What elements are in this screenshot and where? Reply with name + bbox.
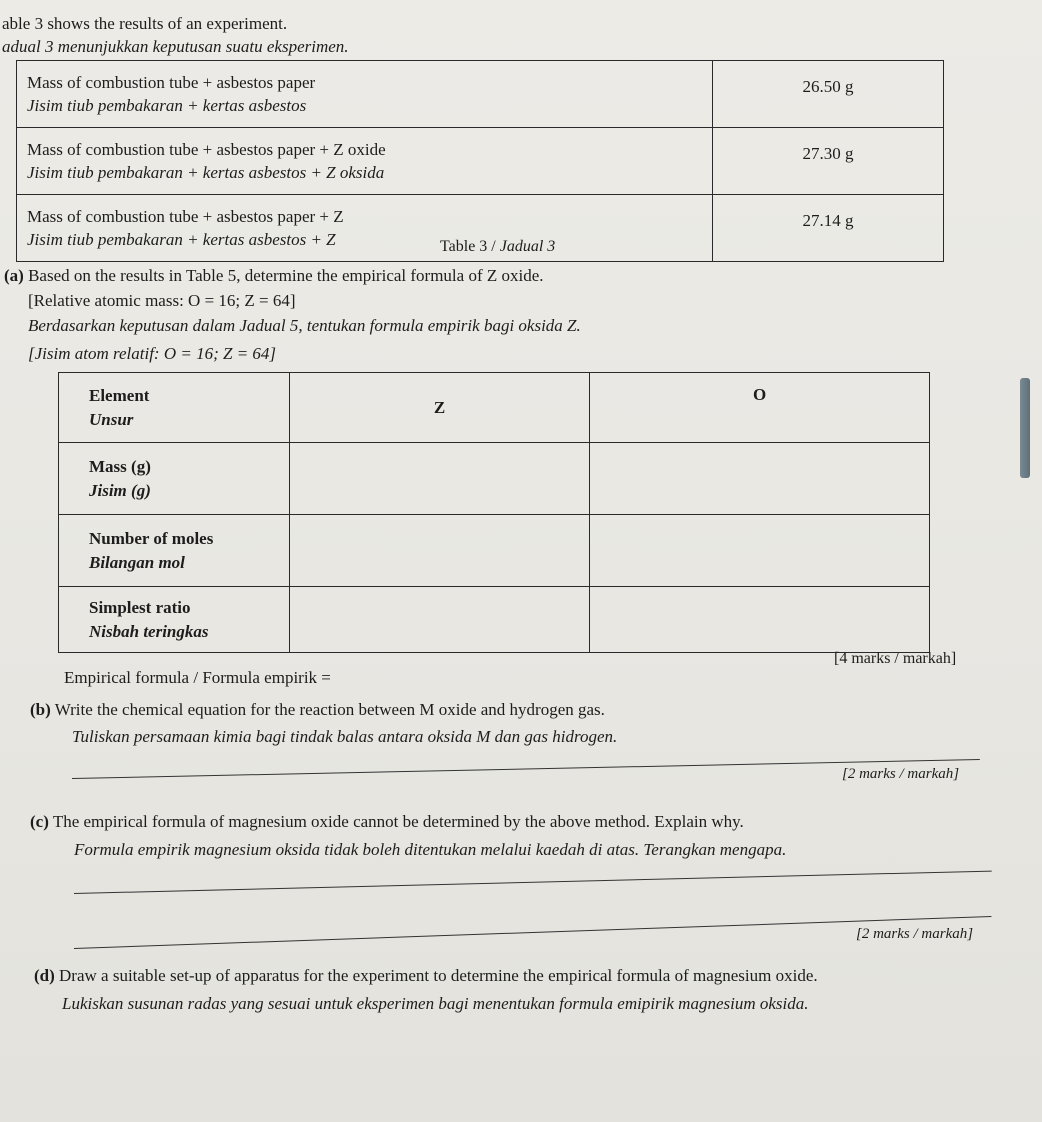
- table-cell-value: 27.30 g: [713, 128, 944, 195]
- table-row: [59, 515, 930, 587]
- row-label-ratio: Simplest ratio Nisbah teringkas: [59, 587, 290, 653]
- table-row: [59, 587, 930, 653]
- empirical-formula-label: Empirical formula / Formula empirik =: [64, 668, 331, 687]
- table-cell-label: Mass of combustion tube + asbestos paper Jisim tiub pembakaran + kertas asbestos: [17, 61, 713, 128]
- table-row: [17, 61, 944, 128]
- answer-cell[interactable]: [290, 515, 590, 587]
- part-d-letter: (d): [34, 966, 55, 985]
- answer-cell[interactable]: [290, 443, 590, 515]
- part-a-question-malay: Berdasarkan keputusan dalam Jadual 5, tentukan formula empirik bagi oksida Z.: [28, 316, 581, 335]
- part-c-question-malay: Formula empirik magnesium oksida tidak boleh ditentukan melalui kaedah di atas. Terangkan mengapa.: [74, 840, 787, 859]
- empirical-formula-table: [58, 372, 930, 653]
- part-b-question-malay: Tuliskan persamaan kimia bagi tindak balas antara oksida M dan gas hidrogen.: [72, 727, 618, 746]
- part-b-question: (b) Write the chemical equation for the reaction between M oxide and hydrogen gas.: [30, 700, 605, 719]
- table-row: [59, 373, 930, 443]
- intro-malay: adual 3 menunjukkan keputusan suatu eksperimen.: [2, 37, 349, 56]
- part-c-letter: (c): [30, 812, 49, 831]
- table-cell-value: 27.14 g: [713, 195, 944, 262]
- part-a-marks: [4 marks / markah]: [834, 650, 957, 667]
- part-d-question: (d) Draw a suitable set-up of apparatus for the experiment to determine the empirical formula of magnesium oxide.: [34, 966, 818, 985]
- part-c-question: (c) The empirical formula of magnesium oxide cannot be determined by the above method. Explain why.: [30, 812, 744, 831]
- answer-line[interactable]: [74, 916, 991, 949]
- answer-cell[interactable]: [290, 587, 590, 653]
- table-row: [17, 128, 944, 195]
- results-table: [16, 60, 944, 262]
- row-label-mass: Mass (g) Jisim (g): [59, 443, 290, 515]
- answer-cell[interactable]: [590, 587, 930, 653]
- answer-line[interactable]: [74, 871, 992, 894]
- page-edge-tab: [1020, 378, 1030, 478]
- part-d-question-malay: Lukiskan susunan radas yang sesuai untuk eksperimen bagi menentukan formula emipirik magnesium oksida.: [62, 994, 809, 1013]
- table-row: [59, 443, 930, 515]
- table-caption: Table 3 / Jadual 3: [440, 238, 556, 255]
- row-label-moles: Number of moles Bilangan mol: [59, 515, 290, 587]
- row-label-element: Element Unsur: [59, 373, 290, 443]
- table-cell-label: Mass of combustion tube + asbestos paper + Z oxide Jisim tiub pembakaran + kertas asbestos + Z oksida: [17, 128, 713, 195]
- drawing-area[interactable]: [40, 1030, 1000, 1116]
- part-a-letter: (a): [4, 266, 24, 285]
- part-c-marks: [2 marks / markah]: [856, 926, 974, 942]
- table-cell-value: 26.50 g: [713, 61, 944, 128]
- part-a-question: (a) Based on the results in Table 5, determine the empirical formula of Z oxide.: [4, 266, 544, 285]
- part-b-marks: [2 marks / markah]: [842, 766, 960, 782]
- answer-cell[interactable]: [590, 443, 930, 515]
- part-b-letter: (b): [30, 700, 51, 719]
- part-a-ram-english: [Relative atomic mass: O = 16; Z = 64]: [28, 291, 296, 310]
- column-header-o: O: [590, 373, 930, 443]
- part-a-ram-malay: [Jisim atom relatif: O = 16; Z = 64]: [28, 344, 277, 363]
- answer-cell[interactable]: [590, 515, 930, 587]
- table-cell-label: Mass of combustion tube + asbestos paper + Z Jisim tiub pembakaran + kertas asbestos + Z: [17, 195, 713, 262]
- column-header-z: Z: [290, 373, 590, 443]
- intro-english: able 3 shows the results of an experiment.: [2, 14, 288, 33]
